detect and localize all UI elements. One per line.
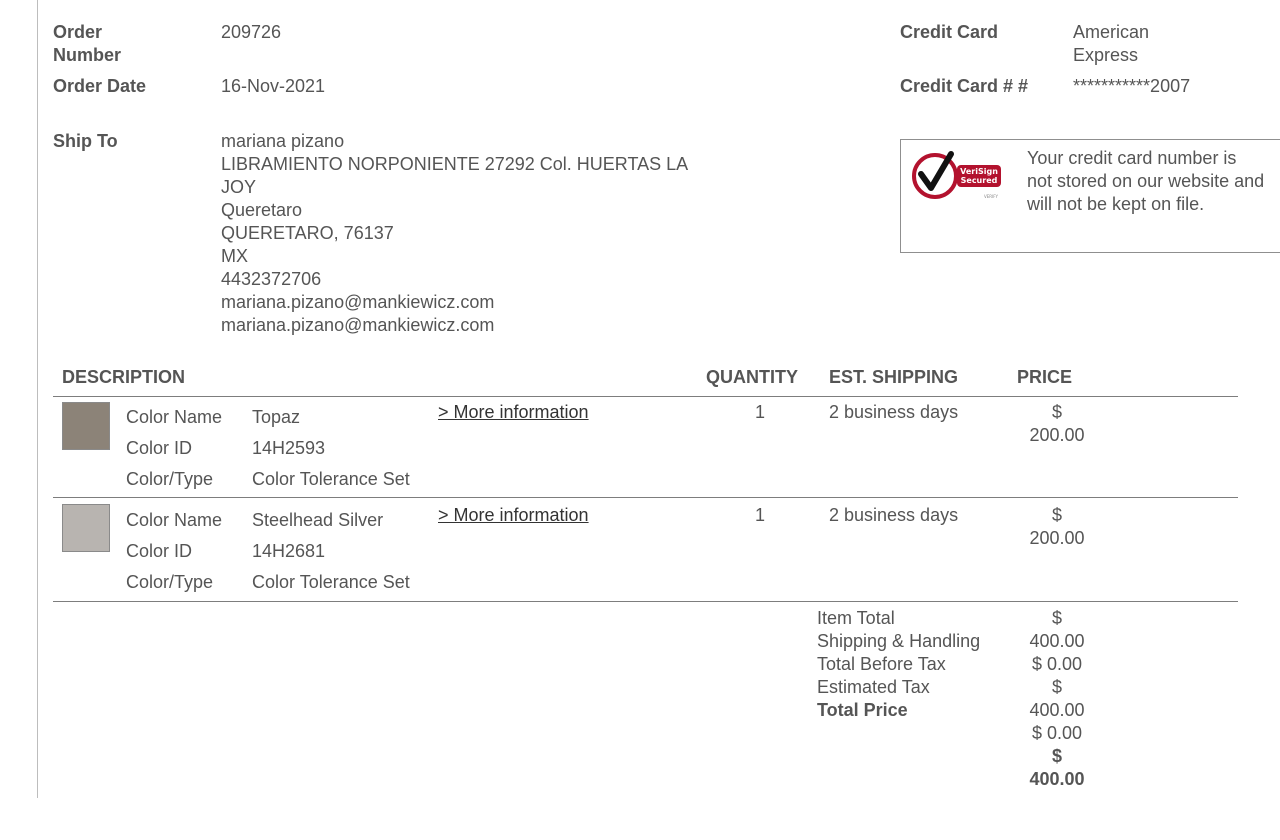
estimated-tax-label: Estimated Tax xyxy=(817,677,930,697)
credit-card-number: ***********2007 xyxy=(1073,76,1191,96)
item-price-amount: 200.00 xyxy=(1029,528,1085,548)
ship-to-city: Queretaro xyxy=(221,200,303,220)
credit-card-type: American Express xyxy=(1073,22,1150,65)
order-date: 16-Nov-2021 xyxy=(221,76,326,96)
order-date-label: Order Date xyxy=(53,76,147,96)
attr-values xyxy=(252,505,410,598)
shipping-handling-label: Shipping & Handling xyxy=(817,631,981,651)
color-name-value: Steelhead Silver xyxy=(252,510,384,530)
color-type-value: Color Tolerance Set xyxy=(252,469,410,489)
attr-name-color-type: Color/Type xyxy=(126,572,214,592)
verisign-line: not stored on our website and xyxy=(1027,171,1265,191)
row-divider xyxy=(53,497,1238,498)
order-number: 209726 xyxy=(221,22,282,42)
total-price-label: Total Price xyxy=(817,700,908,720)
total-before-tax-label: Total Before Tax xyxy=(817,654,946,674)
header-est-shipping: EST. SHIPPING xyxy=(829,367,959,387)
ship-to-country: MX xyxy=(221,246,248,266)
attr-name-color-id: Color ID xyxy=(126,541,193,561)
ship-to-email: mariana.pizano@mankiewicz.com xyxy=(221,292,495,312)
verisign-line: will not be kept on file. xyxy=(1027,194,1205,214)
total-price-symbol: $ xyxy=(1051,746,1062,766)
total-price-value: 400.00 xyxy=(1029,769,1085,789)
color-swatch xyxy=(62,402,110,450)
totals-labels xyxy=(817,607,980,722)
attr-names xyxy=(126,402,222,495)
credit-card-number-label: Credit Card # # xyxy=(900,76,1029,96)
header-quantity: QUANTITY xyxy=(706,367,798,387)
totals-value-line: 400.00 xyxy=(1029,700,1085,720)
ship-to-street: LIBRAMIENTO NORPONIENTE 27292 Col. HUERTAS LA xyxy=(221,154,689,174)
item-est-shipping: 2 business days xyxy=(829,505,959,525)
item-quantity: 1 xyxy=(755,402,766,422)
totals-value-line: 400.00 xyxy=(1029,631,1085,651)
color-swatch xyxy=(62,504,110,552)
header-price: PRICE xyxy=(1017,367,1073,387)
totals-value-line: $ 0.00 xyxy=(1031,654,1083,674)
attr-names xyxy=(126,505,222,598)
attr-name-color-name: Color Name xyxy=(126,510,223,530)
header-divider xyxy=(53,396,1238,397)
left-border xyxy=(37,0,38,798)
more-information-link[interactable]: > More information xyxy=(438,505,589,525)
header-description: DESCRIPTION xyxy=(62,367,186,387)
totals-divider xyxy=(53,601,1238,602)
ship-to-label: Ship To xyxy=(53,131,118,151)
verisign-text xyxy=(1027,147,1280,216)
totals-value-line: $ xyxy=(1051,608,1062,628)
attr-values xyxy=(252,402,410,495)
verisign-badge-text-2: Secured xyxy=(960,176,998,185)
totals-value-line: $ xyxy=(1051,677,1062,697)
verisign-notice xyxy=(900,139,1280,253)
item-price xyxy=(1020,401,1094,447)
ship-to-state-zip: QUERETARO, 76137 xyxy=(221,223,394,243)
totals-values xyxy=(1018,607,1096,791)
item-quantity: 1 xyxy=(755,505,766,525)
credit-card-label: Credit Card xyxy=(900,22,999,42)
color-id-value: 14H2593 xyxy=(252,438,326,458)
ship-to-street-cont: JOY xyxy=(221,177,257,197)
verisign-line: Your credit card number is xyxy=(1027,148,1237,168)
ship-to-phone: 4432372706 xyxy=(221,269,322,289)
attr-name-color-name: Color Name xyxy=(126,407,223,427)
verisign-badge-small: VERIFY xyxy=(984,194,998,199)
item-total-label: Item Total xyxy=(817,608,895,628)
color-id-value: 14H2681 xyxy=(252,541,326,561)
item-price-symbol: $ xyxy=(1051,505,1062,525)
verisign-badge-text-1: VeriSign xyxy=(960,167,998,176)
attr-name-color-type: Color/Type xyxy=(126,469,214,489)
more-information-link[interactable]: > More information xyxy=(438,402,589,422)
color-type-value: Color Tolerance Set xyxy=(252,572,410,592)
item-price-amount: 200.00 xyxy=(1029,425,1085,445)
attr-name-color-id: Color ID xyxy=(126,438,193,458)
ship-to-address xyxy=(221,130,688,337)
verisign-secured-icon xyxy=(907,146,1023,204)
item-est-shipping: 2 business days xyxy=(829,402,959,422)
order-number-label: Order Number xyxy=(53,22,122,65)
item-price xyxy=(1020,504,1094,550)
totals-value-line: $ 0.00 xyxy=(1031,723,1083,743)
item-price-symbol: $ xyxy=(1051,402,1062,422)
ship-to-email-2: mariana.pizano@mankiewicz.com xyxy=(221,315,495,335)
color-name-value: Topaz xyxy=(252,407,301,427)
ship-to-name: mariana pizano xyxy=(221,131,345,151)
